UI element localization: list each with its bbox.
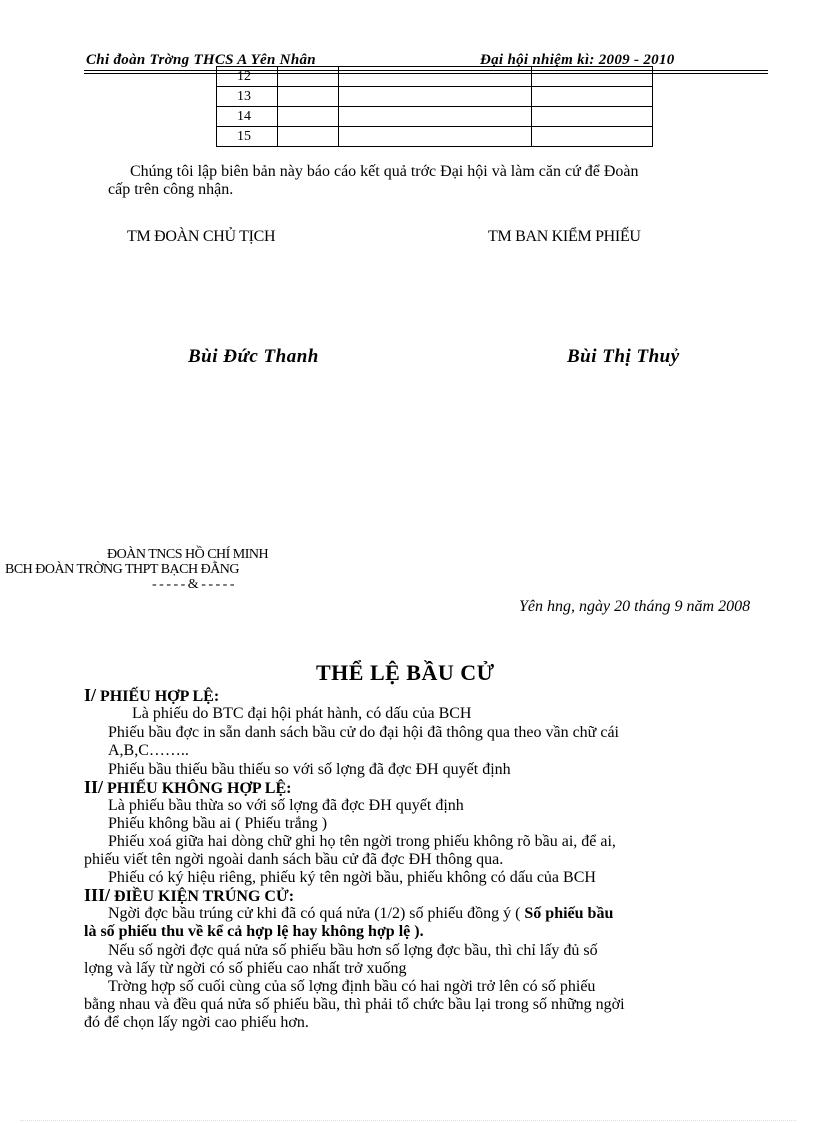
signature-name-left: Bùi Đức Thanh — [188, 346, 319, 367]
s2-line: Phiếu có ký hiệu riêng, phiếu ký tên ngời bầu, phiếu không có dấu của BCH — [108, 869, 596, 886]
table-row — [217, 127, 653, 147]
table-cell — [339, 87, 532, 107]
section-1-title: PHIẾU HỢP LỆ: — [100, 688, 220, 705]
s3-line: Trờng hợp số cuối cùng của số lợng định bầu có hai ngời trở lên có số phiếu — [108, 978, 596, 995]
header-right: Đại hội nhiệm kì: 2009 - 2010 — [480, 52, 675, 68]
signature-title-left: TM ĐOÀN CHỦ TỊCH — [127, 228, 276, 245]
section-3-title: ĐIỀU KIỆN TRÚNG CỬ: — [114, 888, 295, 905]
section-3-heading — [84, 885, 294, 906]
report-line-2: cấp trên công nhận. — [108, 181, 234, 198]
table-cell — [339, 127, 532, 147]
table-cell-number: 14 — [217, 107, 278, 127]
s1-line: Là phiếu do BTC đại hội phát hành, có dấu của BCH — [132, 705, 472, 722]
org-divider: - - - - - & - - - - - — [152, 577, 235, 592]
s2-line: Là phiếu bầu thừa so với số lợng đã đợc ĐH quyết định — [108, 797, 464, 814]
s3-line: Nếu số ngời đợc quá nửa số phiếu bầu hơn số lợng đợc bầu, thì chỉ lấy đủ số — [108, 942, 598, 959]
table-cell — [532, 107, 653, 127]
table-cell — [278, 67, 339, 87]
table-cell — [278, 107, 339, 127]
section-1-number: I/ — [84, 685, 97, 705]
section-2-number: II/ — [84, 777, 104, 797]
table-cell — [532, 127, 653, 147]
results-table — [216, 66, 653, 147]
table-cell — [532, 87, 653, 107]
s3-line-1-bold: Số phiếu bầu — [524, 905, 614, 922]
section-2-heading — [84, 777, 291, 798]
s3-line-bold: là số phiếu thu về kể cả hợp lệ hay không hợp lệ ). — [84, 923, 424, 940]
org-line-2: BCH ĐOÀN TRỜNG THPT BẠCH ĐẰNG — [5, 562, 240, 577]
table-cell-number: 12 — [217, 67, 278, 87]
section-2-title: PHIẾU KHÔNG HỢP LỆ: — [107, 780, 292, 797]
s3-line: đó để chọn lấy ngời cao phiếu hơn. — [84, 1014, 309, 1031]
table-cell — [278, 87, 339, 107]
table-cell — [339, 107, 532, 127]
org-line-1: ĐOÀN TNCS HỒ CHÍ MINH — [107, 547, 269, 562]
table-cell — [532, 67, 653, 87]
table-cell-number: 13 — [217, 87, 278, 107]
table-row — [217, 67, 653, 87]
table-row — [217, 87, 653, 107]
table-cell — [339, 67, 532, 87]
document-date: Yên hng, ngày 20 tháng 9 năm 2008 — [519, 598, 751, 615]
s1-line: Phiếu bầu đợc in sẵn danh sách bầu cử do đại hội đã thông qua theo vần chữ cái — [108, 724, 619, 741]
signature-name-right: Bùi Thị Thuỷ — [567, 346, 680, 367]
s3-line-1-text: Ngời đợc bầu trúng cử khi đã có quá nửa (1/2) số phiếu đồng ý ( — [108, 905, 525, 922]
section-1-heading — [84, 685, 219, 706]
s3-line: bằng nhau và đều quá nửa số phiếu bầu, thì phải tổ chức bầu lại trong số những ngời — [84, 996, 625, 1013]
signature-title-right: TM BAN KIỂM PHIẾU — [488, 228, 641, 245]
header-left: Chi đoàn Trờng THCS A Yên Nhân — [86, 52, 316, 68]
s1-line: Phiếu bầu thiếu bầu thiếu so với số lợng đã đợc ĐH quyết định — [108, 761, 511, 778]
s2-line: Phiếu xoá giữa hai dòng chữ ghi họ tên ngời trong phiếu không rõ bầu ai, để ai, — [108, 833, 616, 850]
s1-line: A,B,C…….. — [108, 742, 189, 759]
section-3-number: III/ — [84, 885, 111, 905]
s3-line — [108, 905, 613, 923]
s2-line: phiếu viết tên ngời ngoài danh sách bầu cử đã đợc ĐH thông qua. — [84, 851, 504, 868]
s3-line: lợng và lấy từ ngời có số phiếu cao nhất trở xuống — [84, 960, 407, 977]
page-bottom-border — [20, 1120, 796, 1121]
document-title: THỂ LỆ BẦU CỬ — [316, 660, 495, 685]
table-cell — [278, 127, 339, 147]
table-row — [217, 107, 653, 127]
report-line-1: Chúng tôi lập biên bản này báo cáo kết quả trớc Đại hội và làm căn cứ để Đoàn — [130, 163, 639, 180]
s2-line: Phiếu không bầu ai ( Phiếu trắng ) — [108, 815, 328, 832]
table-cell-number: 15 — [217, 127, 278, 147]
